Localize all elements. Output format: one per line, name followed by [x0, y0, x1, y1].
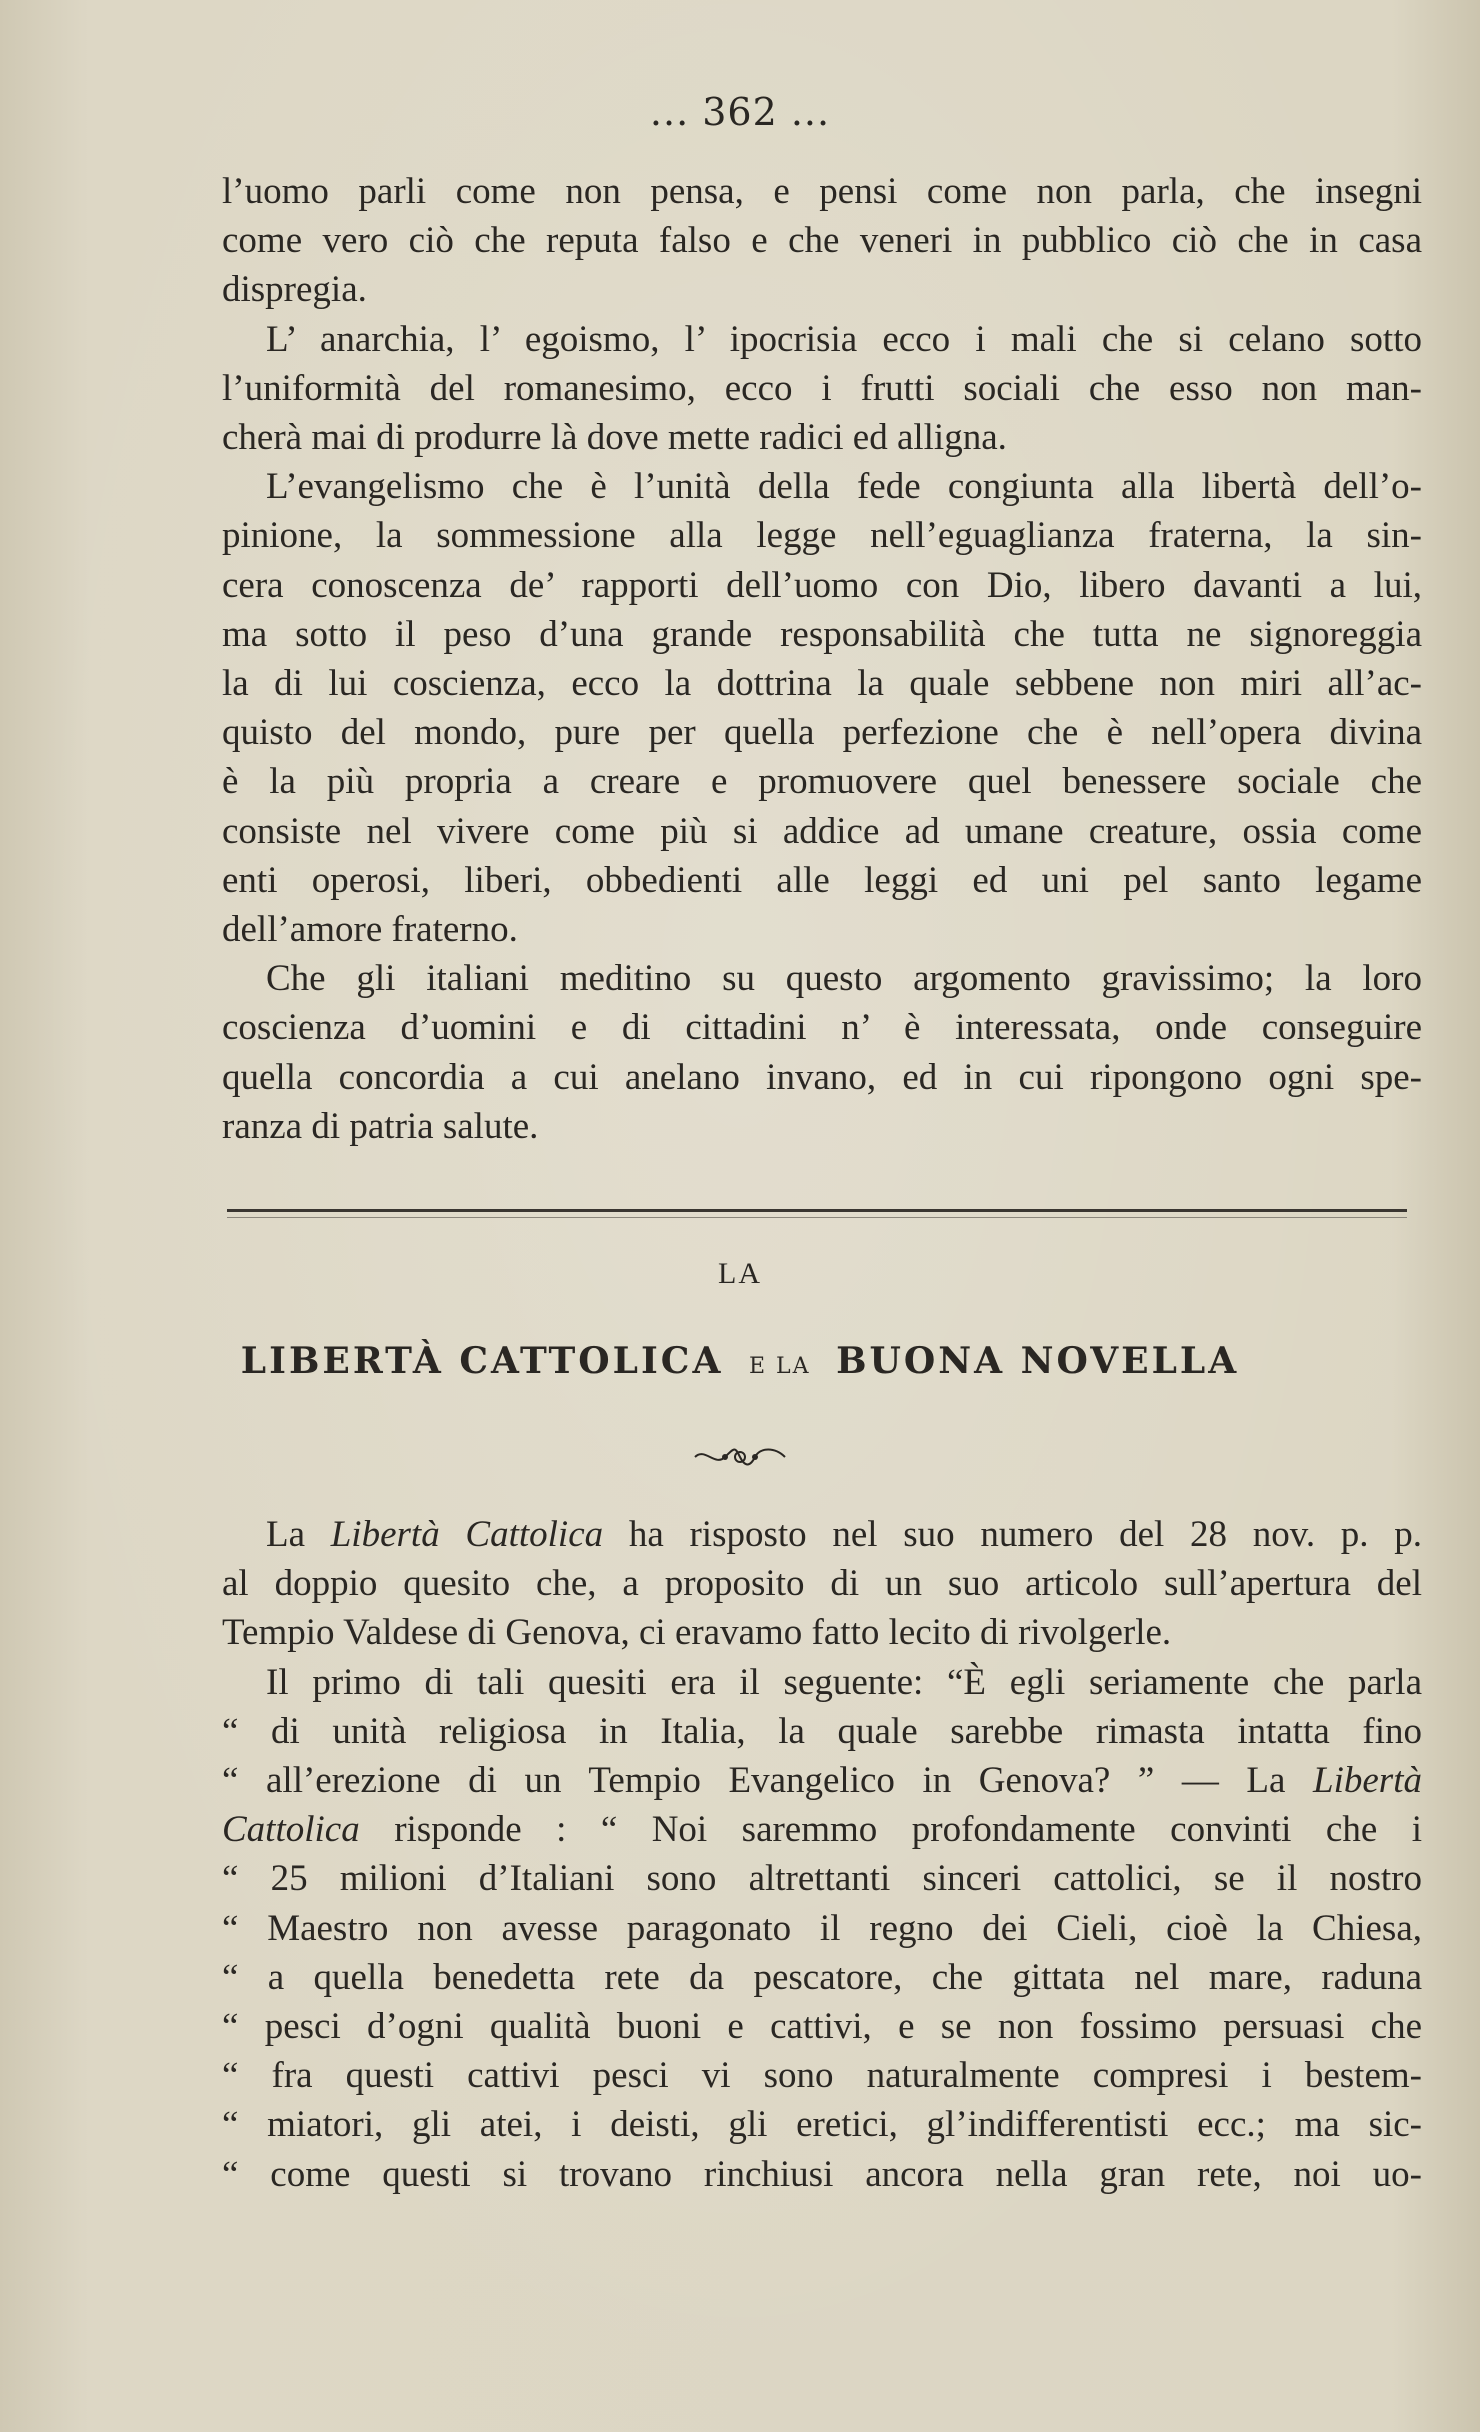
text-line: “ pesci d’ogni qualità buoni e cattivi, e se non fossimo persuasi che — [222, 2006, 1422, 2048]
text-line: Che gli italiani meditino su questo argomento gravissimo; la loro — [266, 958, 1422, 1000]
text-line: “ come questi si trovano rinchiusi ancora nella gran rete, noi uo- — [222, 2153, 1422, 2195]
page-number: ... 362 ... — [649, 90, 831, 134]
text-line: consiste nel vivere come più si addice ad umane creature, ossia come — [222, 810, 1422, 852]
text-line: dell’amore fraterno. — [222, 909, 518, 951]
text-line: enti operosi, liberi, obbedienti alle leggi ed uni pel santo legame — [222, 859, 1422, 901]
text-line: “ fra questi cattivi pesci vi sono naturalmente compresi i bestem- — [222, 2055, 1422, 2097]
section-divider — [227, 1209, 1407, 1212]
ornament-flourish-icon — [690, 1442, 790, 1472]
text-line: Il primo di tali quesiti era il seguente: “È egli seriamente che parla — [266, 1661, 1422, 1703]
text-line: al doppio quesito che, a proposito di un suo articolo sull’apertura del — [222, 1563, 1422, 1605]
body-text-section-b — [222, 1510, 1422, 2199]
text-line: dispregia. — [222, 269, 367, 311]
paragraph — [222, 167, 1422, 315]
text-line: l’uomo parli come non pensa, e pensi come non parla, che insegni — [222, 171, 1422, 212]
text-line: “ a quella benedetta rete da pescatore, che gittata nel mare, raduna — [222, 1956, 1422, 1998]
article-title-part2: BUONA NOVELLA — [836, 1340, 1240, 1382]
text-line: Tempio Valdese di Genova, ci eravamo fatto lecito di rivolgerle. — [222, 1612, 1172, 1654]
text-line: “ Maestro non avesse paragonato il regno dei Cieli, cioè la Chiesa, — [222, 1907, 1422, 1949]
article-title-connector: E LA — [748, 1354, 811, 1379]
section-divider-thin — [227, 1217, 1407, 1218]
paragraph — [222, 315, 1422, 463]
text-line: ranza di patria salute. — [222, 1105, 539, 1147]
text-line: “ 25 milioni d’Italiani sono altrettanti sinceri cattolici, se il nostro — [222, 1858, 1422, 1900]
article-title-part1: LIBERTÀ CATTOLICA — [240, 1340, 724, 1382]
text-line: “ all’erezione di un Tempio Evangelico in Genova? ” — La Libertà — [222, 1760, 1422, 1802]
text-line: Cattolica risponde : “ Noi saremmo profondamente convinti che i — [222, 1809, 1422, 1851]
article-title — [0, 1340, 1480, 1382]
text-line: l’uniformità del romanesimo, ecco i frutti sociali che esso non man- — [222, 367, 1422, 409]
text-line: L’evangelismo che è l’unità della fede congiunta alla libertà dell’o- — [266, 466, 1422, 508]
text-line: pinione, la sommessione alla legge nell’eguaglianza fraterna, la sin- — [222, 515, 1422, 557]
body-text-section-a — [222, 167, 1422, 1151]
paragraph — [222, 954, 1422, 1151]
text-line: La Libertà Cattolica ha risposto nel suo numero del 28 nov. p. p. — [266, 1514, 1422, 1555]
text-line: la di lui coscienza, ecco la dottrina la quale sebbene non miri all’ac- — [222, 663, 1422, 705]
text-line: “ miatori, gli atei, i deisti, gli eretici, gl’indifferentisti ecc.; ma sic- — [222, 2104, 1422, 2146]
text-line: L’ anarchia, l’ egoismo, l’ ipocrisia ecco i mali che si celano sotto — [266, 318, 1422, 360]
text-line: quisto del mondo, pure per quella perfezione che è nell’opera divina — [222, 712, 1422, 754]
text-line: come vero ciò che reputa falso e che veneri in pubblico ciò che in casa — [222, 220, 1422, 262]
text-line: cherà mai di produrre là dove mette radici ed alligna. — [222, 417, 1007, 459]
paragraph — [222, 1658, 1422, 2199]
text-line: quella concordia a cui anelano invano, ed in cui ripongono ogni spe- — [222, 1056, 1422, 1098]
article-pre-title: LA — [718, 1257, 762, 1290]
text-line: è la più propria a creare e promuovere quel benessere sociale che — [222, 761, 1422, 803]
text-line: ma sotto il peso d’una grande responsabilità che tutta ne signoreggia — [222, 613, 1422, 655]
text-line: coscienza d’uomini e di cittadini n’ è interessata, onde conseguire — [222, 1007, 1422, 1049]
paragraph — [222, 1510, 1422, 1658]
text-line: cera conoscenza de’ rapporti dell’uomo con Dio, libero davanti a lui, — [222, 564, 1422, 606]
paragraph — [222, 462, 1422, 954]
text-line: “ di unità religiosa in Italia, la quale sarebbe rimasta intatta fino — [222, 1710, 1422, 1752]
